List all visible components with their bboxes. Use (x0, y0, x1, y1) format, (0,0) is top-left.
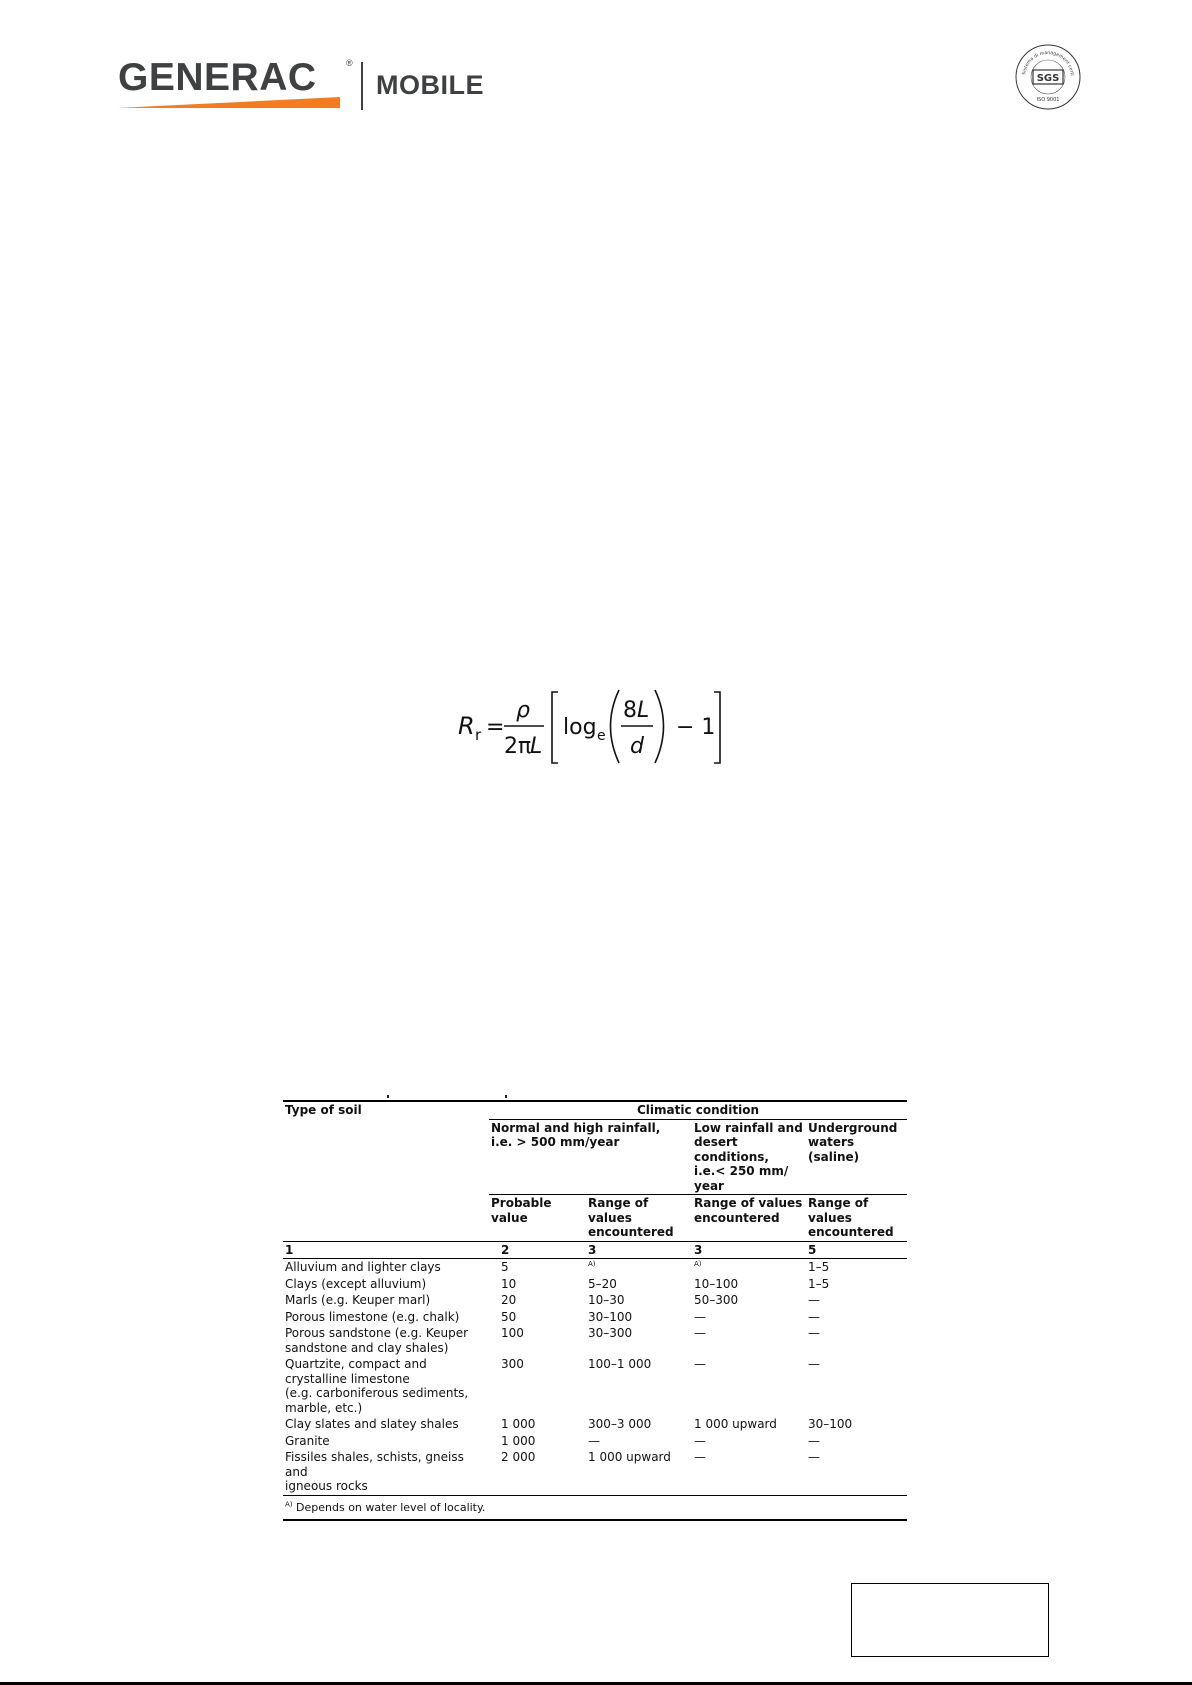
cell-range-underground: 1–5 (808, 1276, 830, 1291)
formula-inner-numerator-prefix: 8 (623, 698, 637, 723)
soil-line: Porous sandstone (e.g. Keuper (285, 1326, 469, 1340)
cell-soil-type (283, 1449, 489, 1495)
cell-range-low: — (694, 1433, 706, 1448)
header-line: values (808, 1210, 852, 1225)
table-row (283, 1433, 907, 1450)
footnote-text: Depends on water level of locality. (296, 1500, 486, 1514)
header-underground-waters (806, 1119, 907, 1195)
table-top-tick (505, 1095, 507, 1098)
earth-rod-resistance-formula (456, 686, 726, 766)
formula-log-subscript: e (597, 728, 606, 744)
cell-range-underground: — (808, 1326, 820, 1340)
cell-range-underground: 30–100 (808, 1417, 853, 1431)
header-line: Range of (808, 1196, 869, 1210)
header-line: Underground (808, 1120, 898, 1135)
formula-log: log (563, 715, 597, 740)
logo-brand-text: GENERAC (118, 56, 317, 99)
cell-range-low (692, 1259, 806, 1276)
cell-range-underground: — (808, 1357, 820, 1371)
soil-line: (e.g. carboniferous sediments, (285, 1386, 469, 1400)
soil-line: Marls (e.g. Keuper marl) (285, 1293, 431, 1307)
soil-line: Fissiles shales, schists, gneiss and (285, 1450, 464, 1479)
header-line: desert (694, 1135, 738, 1149)
cell-probable-value: 300 (501, 1357, 524, 1371)
header-line: encountered (808, 1225, 894, 1239)
cell-range-normal: 30–300 (588, 1326, 633, 1340)
table-row (283, 1292, 907, 1309)
header-normal-rainfall (489, 1119, 692, 1195)
header-probable-value (489, 1195, 586, 1242)
cell-range-low: — (694, 1450, 706, 1464)
formula-denominator-prefix: 2π (504, 734, 532, 759)
soil-line: Clay slates and slatey shales (285, 1417, 459, 1431)
header-line: Low rainfall and (694, 1120, 803, 1135)
cell-soil-type (283, 1356, 489, 1416)
cell-range-low: 1 000 upward (694, 1417, 777, 1431)
cell-range-normal (586, 1259, 692, 1276)
cell-range-normal: 30–100 (588, 1309, 633, 1324)
soil-line: crystalline limestone (285, 1371, 410, 1386)
cell-soil-type (283, 1433, 489, 1450)
header-line: year (694, 1178, 724, 1193)
cell-range-underground: — (808, 1309, 820, 1324)
cell-range-normal: 5–20 (588, 1276, 617, 1291)
header-line: encountered (588, 1225, 674, 1239)
table-row (283, 1449, 907, 1495)
soil-line: Clays (except alluvium) (285, 1276, 427, 1291)
footnote-ref: A) (694, 1260, 702, 1268)
cell-probable-value: 10 (501, 1276, 517, 1291)
soil-resistivity-table (283, 1100, 907, 1521)
header-line: Normal and high rainfall, (491, 1120, 661, 1135)
generac-mobile-logo (118, 58, 518, 112)
table-row (283, 1309, 907, 1326)
cell-probable-value: 1 000 (501, 1433, 536, 1448)
table-row (283, 1325, 907, 1356)
header-line: waters (saline) (808, 1135, 860, 1164)
cell-range-normal: 1 000 upward (588, 1450, 671, 1464)
cell-range-underground: — (808, 1450, 820, 1464)
soil-line: marble, etc.) (285, 1400, 363, 1415)
cell-range-normal: 10–30 (588, 1293, 625, 1307)
footnote-mark: A) (285, 1499, 293, 1508)
column-number: 2 (501, 1242, 510, 1257)
cert-bottom-text: ISO 9001 (1036, 97, 1060, 103)
formula-numerator: ρ (516, 698, 530, 723)
formula-lhs: R (458, 712, 475, 740)
header-line: Probable (491, 1196, 552, 1210)
table-row (283, 1416, 907, 1433)
formula-inner-numerator-var: L (637, 698, 650, 723)
header-line: i.e.< 250 mm/ (694, 1164, 789, 1178)
footnote-ref: A) (588, 1260, 596, 1268)
cell-range-normal: — (588, 1433, 600, 1448)
cell-probable-value: 100 (501, 1326, 524, 1340)
table-footnote (283, 1495, 907, 1520)
header-climatic-condition: Climatic condition (637, 1103, 760, 1117)
cell-range-underground: — (808, 1433, 820, 1448)
cell-soil-type (283, 1292, 489, 1309)
cert-center-text: SGS (1036, 73, 1060, 84)
cell-probable-value: 2 000 (501, 1450, 536, 1464)
table-row (283, 1276, 907, 1293)
column-number: 5 (808, 1242, 817, 1257)
logo-swoosh-icon (118, 96, 340, 110)
cell-range-underground: — (808, 1293, 820, 1307)
page-number-box (851, 1583, 1049, 1657)
sgs-certification-seal (1015, 44, 1081, 110)
logo-division-text: MOBILE (376, 70, 484, 100)
header-type-of-soil: Type of soil (285, 1103, 362, 1117)
cell-probable-value: 5 (501, 1260, 509, 1274)
cell-soil-type (283, 1276, 489, 1293)
column-number: 3 (588, 1242, 597, 1257)
cell-range-low: 10–100 (694, 1276, 739, 1291)
header-line: conditions, (694, 1149, 769, 1164)
header-line: i.e. > 500 mm/year (491, 1135, 620, 1149)
header-range-underground (806, 1195, 907, 1242)
cell-probable-value: 1 000 (501, 1417, 536, 1431)
soil-line: Porous limestone (e.g. chalk) (285, 1309, 460, 1324)
header-line: Range of values (694, 1196, 803, 1210)
header-line: value (491, 1210, 528, 1225)
cell-soil-type (283, 1416, 489, 1433)
cell-range-normal: 100–1 000 (588, 1357, 652, 1371)
cell-probable-value: 50 (501, 1309, 517, 1324)
cell-soil-type (283, 1309, 489, 1326)
cell-soil-type (283, 1325, 489, 1356)
formula-denominator-var: L (530, 734, 543, 759)
header-line: encountered (694, 1210, 780, 1225)
column-number: 3 (694, 1242, 703, 1257)
logo-divider (361, 62, 363, 110)
header-line: values (588, 1210, 632, 1225)
table-top-tick (387, 1095, 389, 1098)
table-row (283, 1356, 907, 1416)
header-low-rainfall (692, 1119, 806, 1195)
cell-range-low: — (694, 1357, 706, 1371)
formula-lhs-subscript: r (475, 726, 482, 744)
header-range-low (692, 1195, 806, 1242)
soil-line: Quartzite, compact and (285, 1357, 427, 1371)
column-number: 1 (285, 1242, 294, 1257)
header-range-normal (586, 1195, 692, 1242)
table-body (283, 1259, 907, 1496)
cell-soil-type (283, 1259, 489, 1276)
cell-range-low: — (694, 1326, 706, 1340)
formula-minus-one: − 1 (676, 715, 716, 740)
soil-line: igneous rocks (285, 1479, 368, 1493)
soil-line: Granite (285, 1433, 330, 1448)
cell-probable-value: 20 (501, 1293, 517, 1307)
cell-range-low: — (694, 1309, 706, 1324)
table-row (283, 1259, 907, 1276)
registered-mark: ® (346, 58, 353, 68)
soil-line: Alluvium and lighter clays (285, 1260, 441, 1274)
cell-range-low: 50–300 (694, 1293, 739, 1307)
soil-line: sandstone and clay shales) (285, 1340, 449, 1355)
formula-inner-denominator: d (630, 734, 644, 759)
cell-range-normal: 300–3 000 (588, 1417, 652, 1431)
cert-ring-text: Sistema di management certi (1022, 50, 1074, 76)
cell-range-underground: 1–5 (808, 1260, 830, 1274)
header-line: Range of (588, 1196, 649, 1210)
formula-equals: = (486, 715, 505, 740)
